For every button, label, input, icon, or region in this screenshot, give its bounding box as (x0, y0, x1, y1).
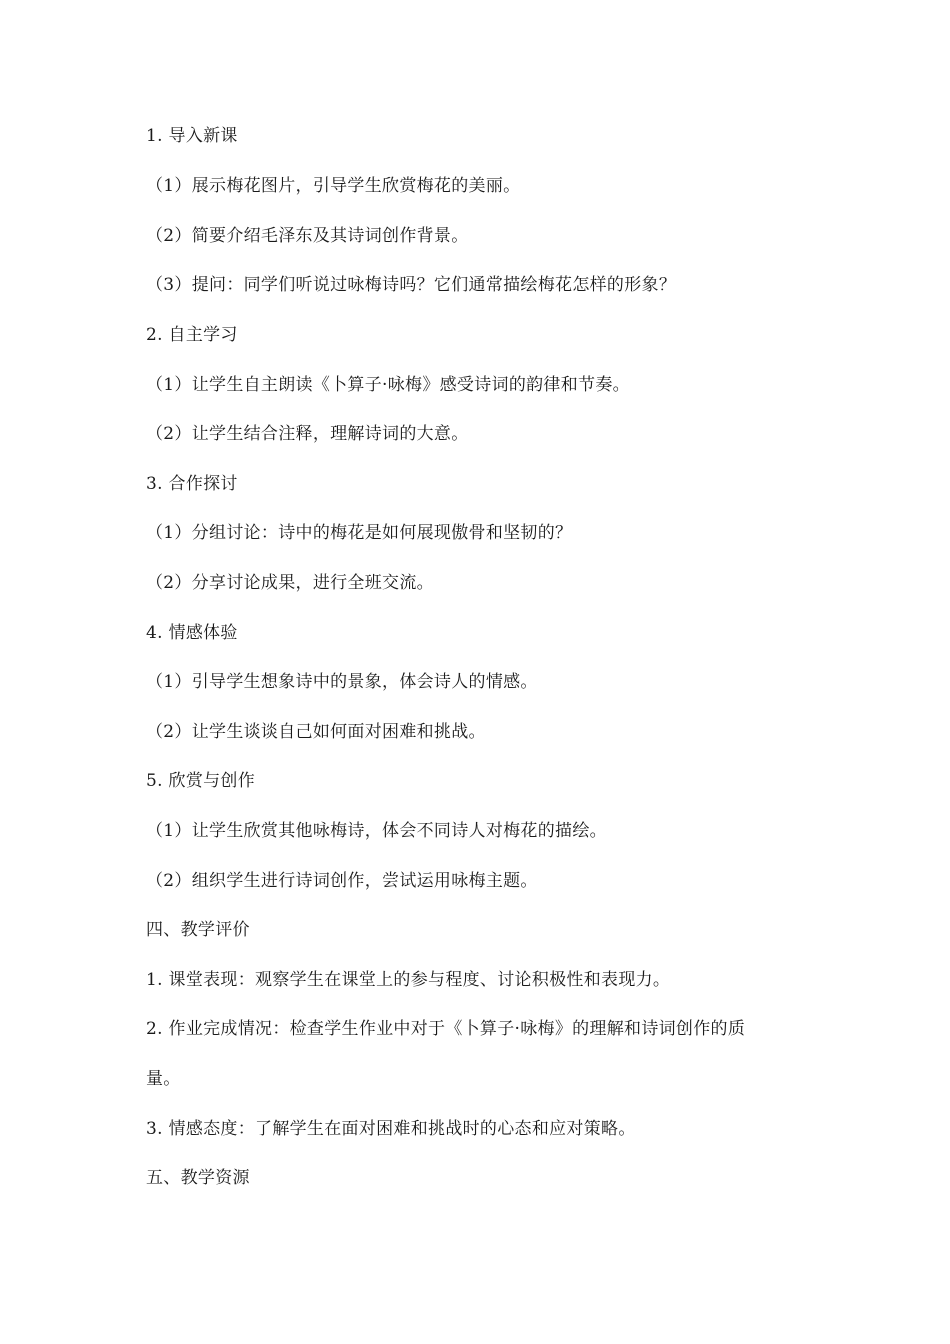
section-heading-self-study: 2. 自主学习 (146, 325, 238, 345)
paragraph-line: （2）分享讨论成果，进行全班交流。 (146, 573, 434, 593)
paragraph-line: （3）提问：同学们听说过咏梅诗吗？它们通常描绘梅花怎样的形象？ (146, 275, 677, 295)
paragraph-line: （2）让学生谈谈自己如何面对困难和挑战。 (146, 722, 486, 742)
paragraph-line: 量。 (146, 1069, 181, 1089)
paragraph-line: 2. 作业完成情况：检查学生作业中对于《卜算子·咏梅》的理解和诗词创作的质 (146, 1019, 746, 1039)
paragraph-line: （1）展示梅花图片，引导学生欣赏梅花的美丽。 (146, 176, 521, 196)
paragraph-line: （1）让学生自主朗读《卜算子·咏梅》感受诗词的韵律和节奏。 (146, 375, 630, 395)
chapter-heading-resources: 五、教学资源 (146, 1168, 250, 1188)
paragraph-line: （1）引导学生想象诗中的景象，体会诗人的情感。 (146, 672, 538, 692)
section-heading-cooperation: 3. 合作探讨 (146, 474, 238, 494)
paragraph-line: 1. 课堂表现：观察学生在课堂上的参与程度、讨论积极性和表现力。 (146, 970, 671, 990)
paragraph-line: （2）简要介绍毛泽东及其诗词创作背景。 (146, 226, 469, 246)
paragraph-line: （2）让学生结合注释，理解诗词的大意。 (146, 424, 469, 444)
paragraph-line: （1）分组讨论：诗中的梅花是如何展现傲骨和坚韧的？ (146, 523, 573, 543)
paragraph-line: （1）让学生欣赏其他咏梅诗，体会不同诗人对梅花的描绘。 (146, 821, 607, 841)
chapter-heading-evaluation: 四、教学评价 (146, 920, 250, 940)
paragraph-line: （2）组织学生进行诗词创作，尝试运用咏梅主题。 (146, 871, 538, 891)
section-heading-emotion: 4. 情感体验 (146, 623, 238, 643)
paragraph-line: 3. 情感态度：了解学生在面对困难和挑战时的心态和应对策略。 (146, 1119, 636, 1139)
section-heading-import: 1. 导入新课 (146, 126, 238, 146)
section-heading-appreciation: 5. 欣赏与创作 (146, 771, 256, 791)
